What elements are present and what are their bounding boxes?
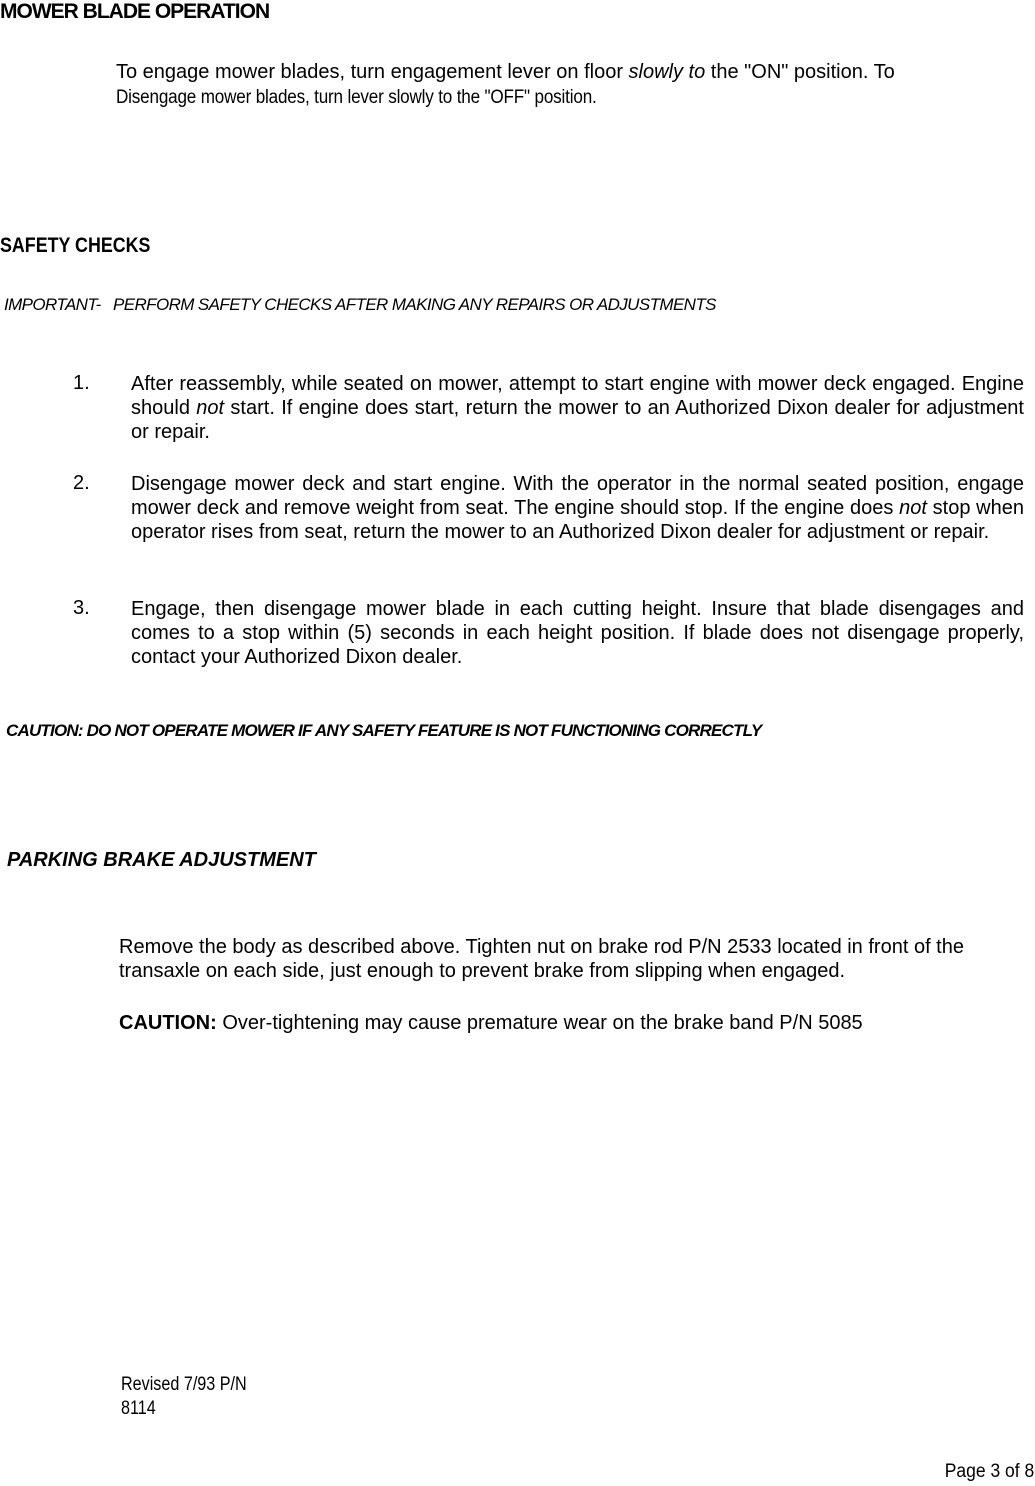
safety-important-note: IMPORTANT- PERFORM SAFETY CHECKS AFTER MAKING ANY REPAIRS OR ADJUSTMENTS <box>4 295 716 314</box>
safety-item-2-text-b: stop when operator rises from seat, return the mower to an Authorized Dixon dealer for adjustment or repair. <box>131 497 1024 543</box>
safety-item-1-text-b: start. If engine does start, return the mower to an Authorized Dixon dealer for adjustment or repair. <box>131 397 1024 443</box>
safety-item-3-number: 3. <box>73 597 90 619</box>
safety-item-2-text-a: Disengage mower deck and start engine. With the operator in the normal seated position, engage mower deck and remove weight from seat. The engine should stop. If the engine does <box>131 473 1024 519</box>
safety-item-1-text-a: After reassembly, while seated on mower, attempt to start engine with mower deck engaged. Engine should <box>131 373 1024 419</box>
safety-item-1-em: not <box>196 397 225 419</box>
parking-brake-caution-text: Over-tightening may cause premature wear on the brake band P/N 5085 <box>216 1012 863 1034</box>
revision-note <box>121 1373 247 1421</box>
safety-item-3-text <box>131 597 1024 669</box>
safety-item-1-number: 1. <box>73 372 90 394</box>
parking-brake-body: Remove the body as described above. Tighten nut on brake rod P/N 2533 located in front of the transaxle on each side, just enough to prevent brake from slipping when engaged. <box>119 936 964 982</box>
safety-item-1-text <box>131 372 1024 444</box>
mower-blade-line-1-a: To engage mower blades, turn engagement lever on floor <box>116 61 629 83</box>
mower-blade-line-2: Disengage mower blades, turn lever slowly to the "OFF" position. <box>116 87 597 108</box>
mower-blade-line-1 <box>116 60 1016 84</box>
mower-blade-line-1-em: slowly to <box>628 61 706 83</box>
page-number: Page 3 of 8 <box>944 1461 1034 1482</box>
safety-checks-heading: SAFETY CHECKS <box>0 234 151 257</box>
safety-caution: CAUTION: DO NOT OPERATE MOWER IF ANY SAFETY FEATURE IS NOT FUNCTIONING CORRECTLY <box>6 721 762 740</box>
parking-brake-caution-label: CAUTION: <box>119 1012 217 1034</box>
mower-blade-heading: MOWER BLADE OPERATION <box>0 0 270 23</box>
revision-note-line-2: 8114 <box>121 1398 156 1419</box>
revision-note-line-1: Revised 7/93 P/N <box>121 1374 247 1395</box>
safety-item-2-text <box>131 472 1024 544</box>
mower-blade-line-1-b: the "ON" position. To <box>705 61 895 83</box>
parking-brake-heading: PARKING BRAKE ADJUSTMENT <box>7 849 316 871</box>
safety-item-2-em: not <box>899 497 927 519</box>
safety-item-3-text-a: Engage, then disengage mower blade in each cutting height. Insure that blade disengages and comes to a stop within (5) seconds in each height position. If blade does not disengage properly, contact your Authorized Dixon dealer. <box>131 598 1024 668</box>
safety-item-2-number: 2. <box>73 472 90 494</box>
parking-brake-caution <box>119 1011 1024 1035</box>
